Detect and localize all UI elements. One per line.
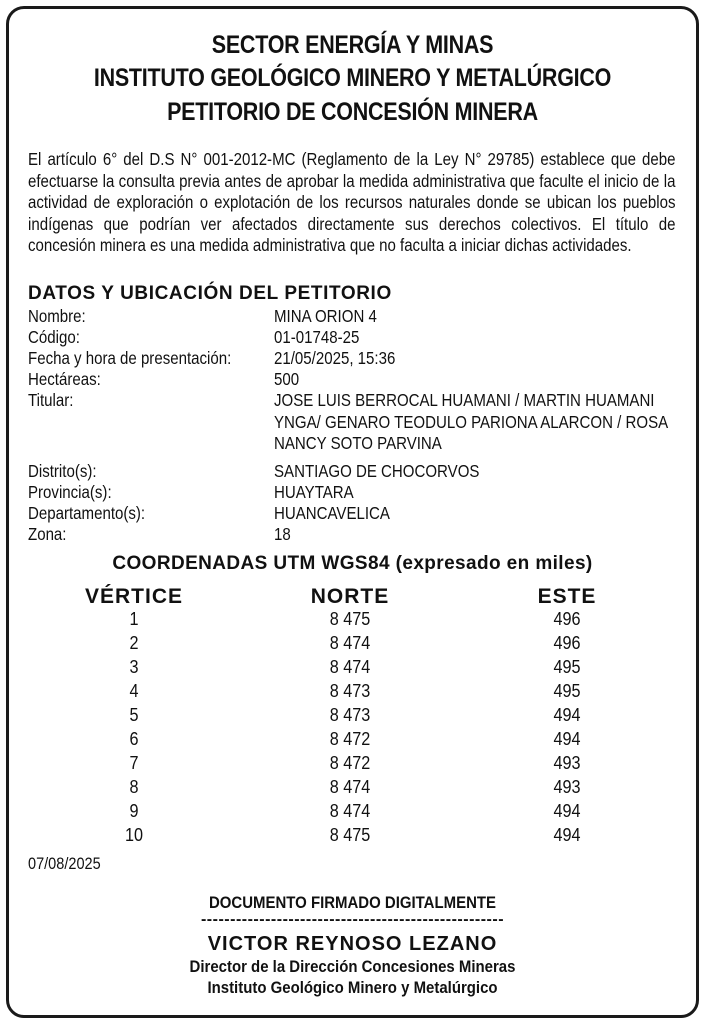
cell-norte: 8 474 [329, 801, 371, 821]
field-label-zona: Zona: [28, 524, 67, 544]
column-header-norte: NORTE [310, 585, 390, 608]
cell-este: 496 [553, 609, 581, 629]
intro-paragraph: El artículo 6° del D.S N° 001-2012-MC (Reglamento de la Ley N° 29785) establece que debe efectuarse la consulta previa antes de aprobar la medida administrativa que faculte el inicio de la actividad de exploración o explotación de los recursos naturales donde se ubican los pueblos indígenas que podrían ver afectados directamente sus derechos colectivos. El título de concesión minera es una medida administrativa que no faculta a iniciar dichas actividades. [28, 149, 676, 256]
cell-vertice: 9 [129, 801, 139, 821]
cell-norte: 8 475 [329, 825, 371, 845]
cell-este: 494 [553, 729, 581, 749]
cell-norte: 8 473 [329, 705, 371, 725]
field-value-fecha: 21/05/2025, 15:36 [274, 348, 396, 368]
cell-norte: 8 474 [329, 633, 371, 653]
cell-norte: 8 474 [329, 777, 371, 797]
cell-este: 496 [553, 633, 581, 653]
field-value-departamento: HUANCAVELICA [274, 503, 390, 523]
cell-vertice: 8 [129, 777, 139, 797]
cell-norte: 8 474 [329, 657, 371, 677]
cell-norte: 8 475 [329, 609, 371, 629]
field-label-distrito: Distrito(s): [28, 461, 97, 481]
field-label-fecha: Fecha y hora de presentación: [28, 348, 232, 368]
field-label-nombre: Nombre: [28, 306, 86, 326]
cell-este: 493 [553, 777, 581, 797]
signature-line: ---------------------------------------------------- [200, 911, 505, 928]
cell-este: 495 [553, 657, 581, 677]
field-label-hectareas: Hectáreas: [28, 369, 101, 389]
signatory-institution: Instituto Geológico Minero y Metalúrgico [207, 978, 498, 997]
document-date: 07/08/2025 [28, 855, 101, 873]
cell-norte: 8 473 [329, 681, 371, 701]
digital-signature-note: DOCUMENTO FIRMADO DIGITALMENTE [208, 893, 496, 912]
cell-vertice: 1 [129, 609, 139, 629]
field-value-titular: JOSE LUIS BERROCAL HUAMANI / MARTIN HUAMANI YNGA/ GENARO TEODULO PARIONA ALARCON / ROSA NANCY SOTO PARVINA [274, 390, 668, 453]
cell-vertice: 3 [129, 657, 139, 677]
cell-este: 494 [553, 801, 581, 821]
header-institute: INSTITUTO GEOLÓGICO MINERO Y METALÚRGICO [93, 64, 612, 92]
field-value-codigo: 01-01748-25 [274, 327, 360, 347]
column-header-este: ESTE [537, 585, 597, 608]
signatory-role: Director de la Dirección Concesiones Mineras [189, 957, 516, 976]
field-value-distrito: SANTIAGO DE CHOCORVOS [274, 461, 480, 481]
cell-vertice: 6 [129, 729, 139, 749]
field-value-provincia: HUAYTARA [274, 482, 354, 502]
cell-este: 493 [553, 753, 581, 773]
field-value-nombre: MINA ORION 4 [274, 306, 377, 326]
field-label-provincia: Provincia(s): [28, 482, 112, 502]
field-label-departamento: Departamento(s): [28, 503, 146, 523]
field-value-zona: 18 [274, 524, 291, 544]
cell-este: 495 [553, 681, 581, 701]
coordinates-title: COORDENADAS UTM WGS84 (expresado en miles) [112, 553, 593, 574]
cell-vertice: 4 [129, 681, 139, 701]
signatory-name: VICTOR REYNOSO LEZANO [207, 933, 498, 955]
cell-norte: 8 472 [329, 729, 371, 749]
cell-vertice: 7 [129, 753, 139, 773]
header-sector: SECTOR ENERGÍA Y MINAS [211, 31, 494, 59]
cell-vertice: 5 [129, 705, 139, 725]
header-title: PETITORIO DE CONCESIÓN MINERA [167, 98, 538, 126]
section-title: DATOS Y UBICACIÓN DEL PETITORIO [28, 283, 392, 304]
field-label-titular: Titular: [28, 390, 74, 410]
field-label-codigo: Código: [28, 327, 80, 347]
cell-este: 494 [553, 825, 581, 845]
cell-este: 494 [553, 705, 581, 725]
field-value-hectareas: 500 [274, 369, 300, 389]
cell-vertice: 2 [129, 633, 139, 653]
column-header-vertice: VÉRTICE [84, 585, 183, 608]
cell-vertice: 10 [124, 825, 144, 845]
cell-norte: 8 472 [329, 753, 371, 773]
